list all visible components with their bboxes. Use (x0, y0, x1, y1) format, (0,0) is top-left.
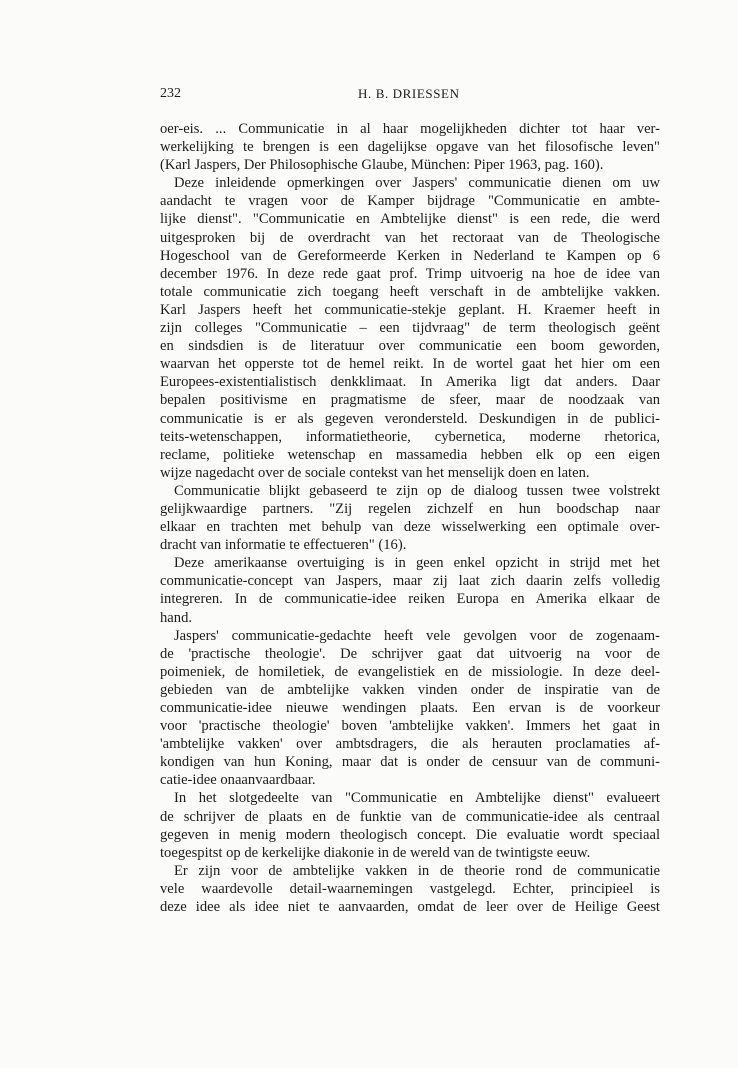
text-line: gelijkwaardige partners. "Zij regelen zichzelf en hun boodschap naar (160, 500, 660, 517)
text-line: communicatie-concept van Jaspers, maar zij laat zich daarin zelfs volledig (160, 573, 660, 590)
text-line: totale communicatie zich toegang heeft verschaft in de ambtelijke vakken. (160, 283, 660, 300)
text-line: hand. (160, 609, 193, 626)
body-text (160, 120, 660, 916)
text-line: Karl Jaspers heeft het communicatie-stekje geplant. H. Kraemer heeft in (160, 301, 660, 318)
text-line: 'ambtelijke vakken' over ambtsdragers, die als herauten proclamaties af- (160, 736, 660, 753)
text-line: de schrijver de plaats en de funktie van de communicatie-idee als centraal (160, 808, 660, 825)
text-line: Deze inleidende opmerkingen over Jaspers' communicatie dienen om uw (174, 175, 660, 192)
text-line: Europees-existentialistisch denkklimaat. In Amerika ligt dat anders. Daar (160, 374, 660, 391)
text-line: en sindsdien is de literatuur over communicatie een boom geworden, (160, 338, 660, 355)
text-line: voor 'practische theologie' boven 'ambtelijke vakken'. Immers het gaat in (160, 718, 660, 735)
text-line: In het slotgedeelte van "Communicatie en Ambtelijke dienst" evalueert (174, 790, 660, 807)
text-line: poimeniek, de homiletiek, de evangelistiek en de missiologie. In deze deel- (160, 663, 660, 680)
text-line: Er zijn voor de ambtelijke vakken in de theorie rond de communicatie (174, 862, 660, 879)
text-line: oer-eis. ... Communicatie in al haar mogelijkheden dichter tot haar ver- (160, 121, 660, 137)
text-line: Jaspers' communicatie-gedachte heeft vele gevolgen voor de zogenaam- (174, 627, 660, 644)
text-line: bepalen positivisme en pragmatisme de sfeer, maar de noodzaak van (160, 392, 660, 409)
text-line: reclame, politieke wetenschap en massamedia hebben elk op een eigen (160, 446, 660, 463)
text-line: catie-idee onaanvaardbaar. (160, 772, 316, 789)
text-line: communicatie is er als gegeven verondersteld. Deskundigen in de publici- (160, 410, 660, 427)
text-line: lijke dienst". "Communicatie en Ambtelijke dienst" is een rede, die werd (160, 211, 660, 228)
text-line: werkelijking te brengen is een dagelijkse opgave van het filosofische leven" (160, 139, 660, 156)
text-line: Deze amerikaanse overtuiging is in geen enkel opzicht in strijd met het (174, 555, 660, 572)
text-line: elkaar en trachten met behulp van deze wisselwerking een optimale over- (160, 519, 660, 536)
text-line: Hogeschool van de Gereformeerde Kerken in Nederland te Kampen op 6 (160, 247, 660, 264)
text-line: de 'practische theologie'. De schrijver gaat dat uitvoerig na voor de (160, 645, 660, 662)
page-number: 232 (160, 86, 181, 101)
text-line: dracht van informatie te effectueren" (16). (160, 537, 407, 554)
text-line: communicatie-idee nieuwe wendingen plaats. Een ervan is de voorkeur (160, 700, 660, 716)
text-line: teits-wetenschappen, informatietheorie, cybernetica, moderne rhetorica, (160, 428, 660, 445)
text-line: zijn colleges "Communicatie – een tijdvraag" de term theologisch geënt (160, 320, 660, 337)
text-line: wijze nagedacht over de sociale contekst van het menselijk doen en laten. (160, 464, 590, 481)
text-line: vele waardevolle detail-waarnemingen vastgelegd. Echter, principieel is (160, 880, 660, 897)
text-line: gegeven in menig modern theologisch concept. Die evaluatie wordt speciaal (160, 826, 660, 843)
text-line: waarvan het opperste tot de hemel reikt. In de wortel gaat het hier om een (160, 356, 660, 373)
text-line: Communicatie blijkt gebaseerd te zijn op de dialoog tussen twee volstrekt (174, 482, 660, 499)
text-line: integreren. In de communicatie-idee reiken Europa en Amerika elkaar de (160, 591, 660, 608)
running-head: H. B. DRIESSEN (358, 86, 460, 101)
text-line: gebieden van de ambtelijke vakken vinden onder de inspiratie van de (160, 681, 660, 698)
text-line: december 1976. In deze rede gaat prof. Trimp uitvoerig na hoe de idee van (160, 265, 660, 282)
page-header (160, 86, 660, 106)
text-line: kondigen van hun Koning, maar dat is onder de censuur van de communi- (160, 754, 660, 771)
text-line: (Karl Jaspers, Der Philosophische Glaube, München: Piper 1963, pag. 160). (160, 157, 604, 174)
text-line: deze idee als idee niet te aanvaarden, omdat de leer over de Heilige Geest (160, 899, 660, 916)
text-line: aandacht te vragen voor de Kamper bijdrage "Communicatie en ambte- (160, 193, 660, 210)
text-line: uitgesproken bij de overdracht van het rectoraat van de Theologische (160, 229, 660, 246)
text-line: toegespitst op de kerkelijke diakonie in de wereld van de twintigste eeuw. (160, 844, 591, 861)
